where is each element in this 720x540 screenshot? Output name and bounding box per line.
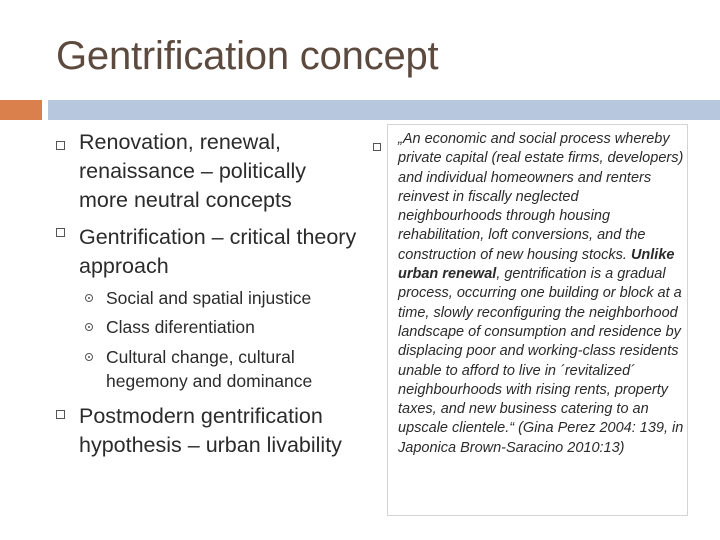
square-bullet-icon [56,141,65,150]
slide-title: Gentrification concept [56,34,439,78]
sub-bullet-class: Class diferentiation [106,317,255,337]
quote-text [398,130,686,458]
circle-bullet-icon [85,294,93,302]
sub-bullet-injustice: Social and spatial injustice [106,288,312,308]
square-bullet-icon [56,410,65,419]
quote-part-1: „An economic and social process whereby private capital (real estate firms, developers) and individual homeowners and renters reinvest in fiscally neglected neighbourhoods through housing rehabilitation, loft conversions, and the construction of new housing stocks. [398,131,684,263]
bullet-postmodern: Postmodern gentrification hypothesis – urban livability [79,404,342,457]
accent-bar-blue [48,100,720,120]
circle-bullet-icon [85,353,93,361]
quote-part-2: , gentrification is a gradual process, occurring one building or block at a time, slowly reconfiguring the neighborhood landscape of consumption and residence by displacing poor and working-class residents unable to afford to live in ´revitalized´ neighbourhoods with rising rents, property taxes, and new business catering to an upscale clientele.“ (Gina Perez 2004: 139, in Japonica Brown-Saracino 2010:13) [398,266,684,456]
circle-bullet-icon [85,323,93,331]
square-bullet-icon [373,143,381,151]
accent-bar-orange [0,100,42,120]
quote-bold: Unlike urban renewal [398,246,675,283]
bullet-gentrification: Gentrification – critical theory approach [79,225,357,278]
bullet-renovation: Renovation, renewal, renaissance – politically more neutral concepts [79,130,307,212]
square-bullet-icon [56,228,65,237]
sub-bullet-cultural: Cultural change, cultural hegemony and dominance [106,347,313,391]
